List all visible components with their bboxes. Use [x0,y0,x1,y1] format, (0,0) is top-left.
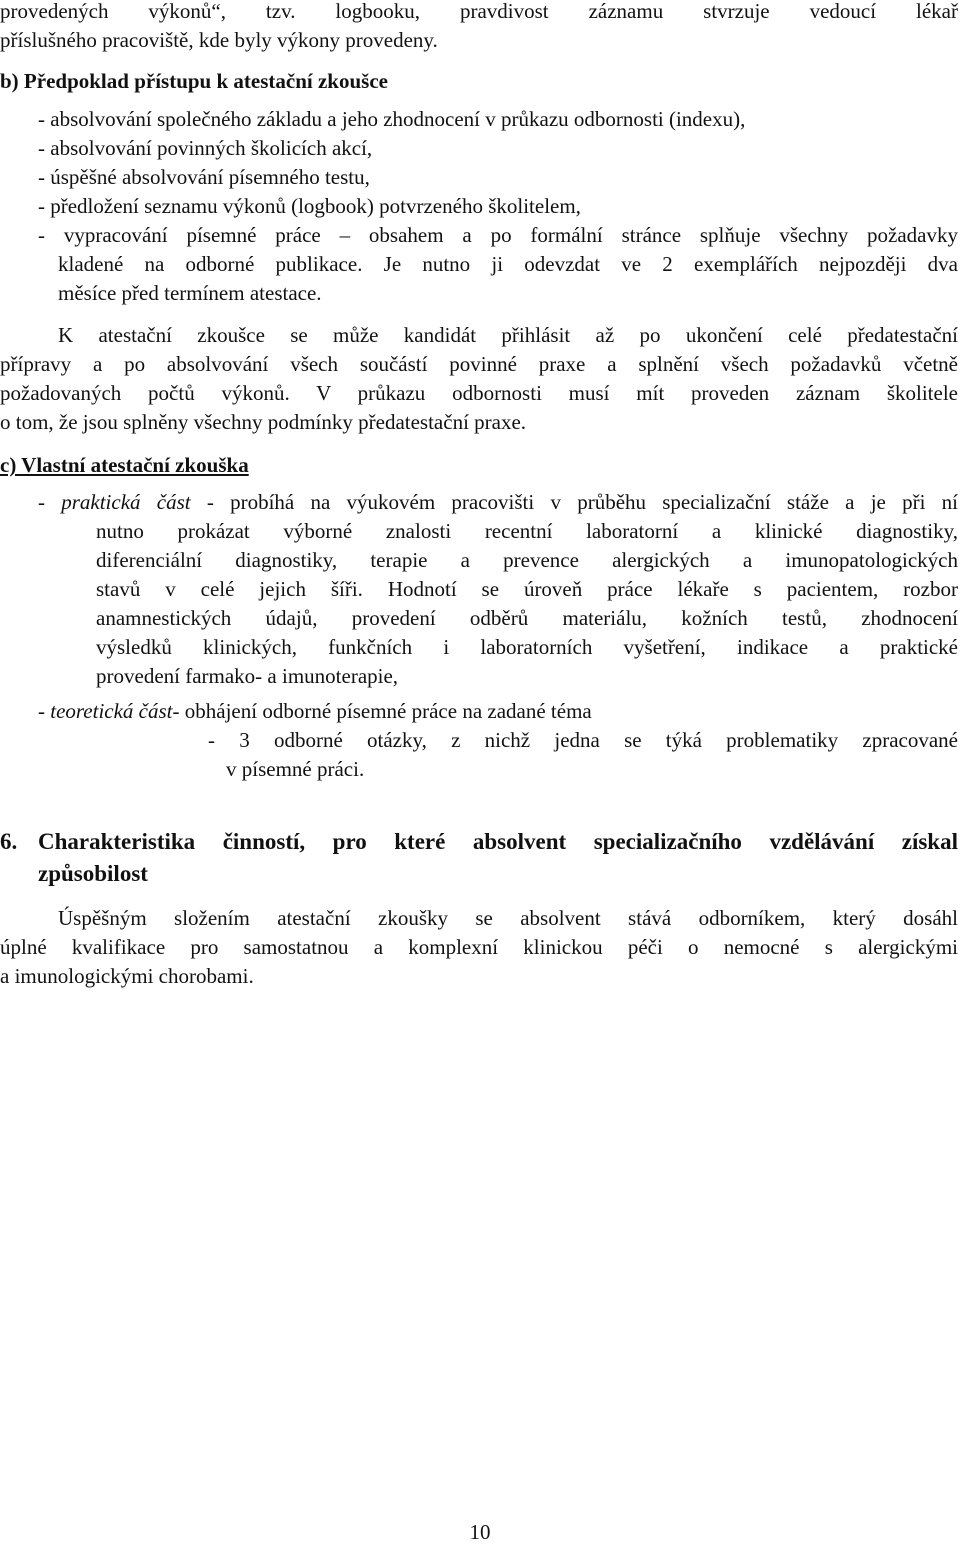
text-line: diferenciální diagnostiky, terapie a prevence alergických a imunopatologických [96,548,958,572]
text-line: provedení farmako- a imunoterapie, [96,664,399,688]
text-line: úplné kvalifikace pro samostatnou a komplexní klinickou péči o nemocné s alergickými [0,935,958,959]
section-c-heading-text: c) Vlastní atestační zkouška [0,453,249,477]
list-item: - úspěšné absolvování písemného testu, [38,165,370,189]
text-line: provedených výkonů“, tzv. logbooku, pravdivost záznamu stvrzuje vedoucí lékař [0,0,958,23]
top-paragraph [0,0,958,55]
section-6-paragraph [0,904,958,991]
section-b-heading: b) Předpoklad přístupu k atestační zkoušce [0,69,388,93]
practical-text: - probíhá na výukovém pracovišti v průběhu specializační stáže a je při ní [190,490,958,514]
text-line: stavů v celé jejich šíři. Hodnotí se úroveň práce lékaře s pacientem, rozbor [96,577,958,601]
list-item-continuation: měsíce před termínem atestace. [58,281,322,305]
theory-first-line [0,697,958,726]
list-item: - předložení seznamu výkonů (logbook) potvrzeného školitelem, [38,194,581,218]
section-c-heading [0,451,958,480]
text-line: přípravy a po absolvování všech součástí povinné praxe a splnění všech požadavků včetně [0,352,958,376]
practical-first-line [0,488,958,517]
theory-part [0,697,958,784]
text-line: anamnestických údajů, provedení odběrů materiálu, kožních testů, zhodnocení [96,606,958,630]
text-line: v písemné práci. [226,757,365,781]
text-line: a imunologickými chorobami. [0,964,254,988]
section-b-paragraph [0,321,958,437]
theory-label: teoretická část [50,699,173,723]
list-item: - absolvování společného základu a jeho zhodnocení v průkazu odbornosti (indexu), [38,107,746,131]
list-item: - absolvování povinných školicích akcí, [38,136,373,160]
practical-label: praktická část [61,490,191,514]
text-line: požadovaných počtů výkonů. V průkazu odbornosti musí mít proveden záznam školitele [0,381,958,405]
dash: - [38,699,51,723]
section-6-heading-line [0,826,958,858]
list-item: - vypracování písemné práce – obsahem a po formální stránce splňuje všechny požadavky [38,223,958,247]
text-line: výsledků klinických, funkčních i laboratorních vyšetření, indikace a praktické [96,635,958,659]
dash: - [38,490,62,514]
section-6-heading [0,826,958,890]
text-line: - 3 odborné otázky, z nichž jedna se týká problematiky zpracované [208,728,958,752]
practical-part [0,488,958,691]
section-6-title-line: Charakteristika činností, pro které absolvent specializačního vzdělávání získal [38,829,958,854]
text-line: příslušného pracoviště, kde byly výkony provedeny. [0,28,438,52]
text-line: nutno prokázat výborné znalosti recentní laboratorní a klinické diagnostiky, [96,519,958,543]
section-number: 6. [0,829,18,854]
section-b-list [0,105,958,308]
theory-text: - obhájení odborné písemné práce na zadané téma [172,699,592,723]
text-line: Úspěšným složením atestační zkoušky se absolvent stává odborníkem, který dosáhl [58,906,958,930]
text-line: K atestační zkoušce se může kandidát přihlásit až po ukončení celé předatestační [58,323,958,347]
text-line: o tom, že jsou splněny všechny podmínky předatestační praxe. [0,410,527,434]
list-item-continuation: kladené na odborné publikace. Je nutno ji odevzdat ve 2 exemplářích nejpozději dva [58,252,958,276]
page-number: 10 [469,1520,491,1544]
section-6-title-line: způsobilost [38,861,148,886]
